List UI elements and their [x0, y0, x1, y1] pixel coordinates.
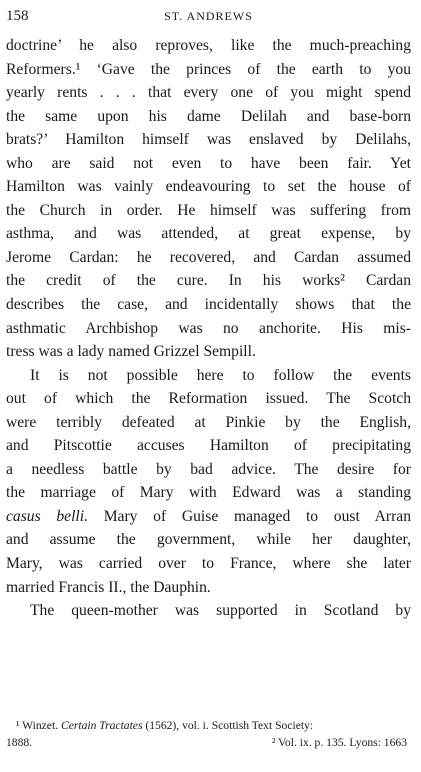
text-line: the credit of the cure. In his works² Cardan	[6, 272, 411, 290]
text-line: and assume the government, while her daughter,	[6, 531, 411, 549]
text-line: married Francis II., the Dauphin.	[6, 578, 211, 596]
text-line: describes the case, and incidentally shows that the	[6, 296, 411, 314]
footnote-1-continuation: 1888.	[6, 736, 33, 749]
text-line: Reformers.¹ ‘Gave the princes of the earth to you	[6, 60, 411, 78]
footnote-1	[6, 717, 411, 734]
text-line: and Pitscottie accuses Hamilton of precipitating	[6, 437, 411, 455]
text-line: Hamilton was vainly endeavouring to set the house of	[6, 178, 411, 196]
page-number: 158	[6, 8, 29, 24]
text-line: Jerome Cardan: he recovered, and Cardan assumed	[6, 248, 411, 266]
text-line: were terribly defeated at Pinkie by the English,	[6, 413, 411, 431]
text-line: tress was a lady named Grizzel Sempill.	[6, 343, 256, 361]
text-line: the Church in order. He himself was suffering from	[6, 201, 411, 219]
text-line: out of which the Reformation issued. The Scotch	[6, 390, 411, 408]
paragraph-start-line: The queen-mother was supported in Scotland by	[30, 602, 411, 620]
text-line: doctrine’ he also reproves, like the much-preaching	[6, 37, 411, 54]
footnote-1-intro: ¹ Winzet.	[16, 719, 61, 732]
footnotes	[6, 717, 411, 751]
text-line: yearly rents . . . that every one of you might spend	[6, 84, 411, 102]
paragraph-start-line: It is not possible here to follow the events	[30, 366, 411, 384]
footnote-line-2	[6, 734, 411, 751]
text-line: asthma, and was attended, at great expense, by	[6, 225, 411, 243]
running-head: ST. ANDREWS	[164, 9, 253, 23]
text-line: Mary, was carried over to France, where she later	[6, 555, 411, 573]
text-line: a needless battle by bad advice. The desire for	[6, 460, 411, 478]
footnote-2: ² Vol. ix. p. 135. Lyons: 1663	[271, 736, 407, 749]
text-line: asthmatic Archbishop was no anchorite. His mis-	[6, 319, 411, 337]
text-line-rest: Mary of Guise managed to oust Arran	[87, 507, 411, 525]
text-line: brats?’ Hamilton himself was enslaved by Delilahs,	[6, 131, 411, 149]
text-line-with-italic	[6, 505, 411, 529]
body-text	[6, 34, 411, 623]
footnote-1-rest: (1562), vol. i. Scottish Text Society:	[142, 719, 314, 732]
italic-phrase: casus belli.	[6, 507, 88, 525]
page-header	[6, 8, 411, 28]
text-line: the same upon his dame Delilah and base-born	[6, 107, 411, 125]
text-line: the marriage of Mary with Edward was a standing	[6, 484, 411, 502]
footnote-1-title: Certain Tractates	[60, 719, 143, 732]
text-line: who are said not even to have been fair. Yet	[6, 154, 411, 172]
